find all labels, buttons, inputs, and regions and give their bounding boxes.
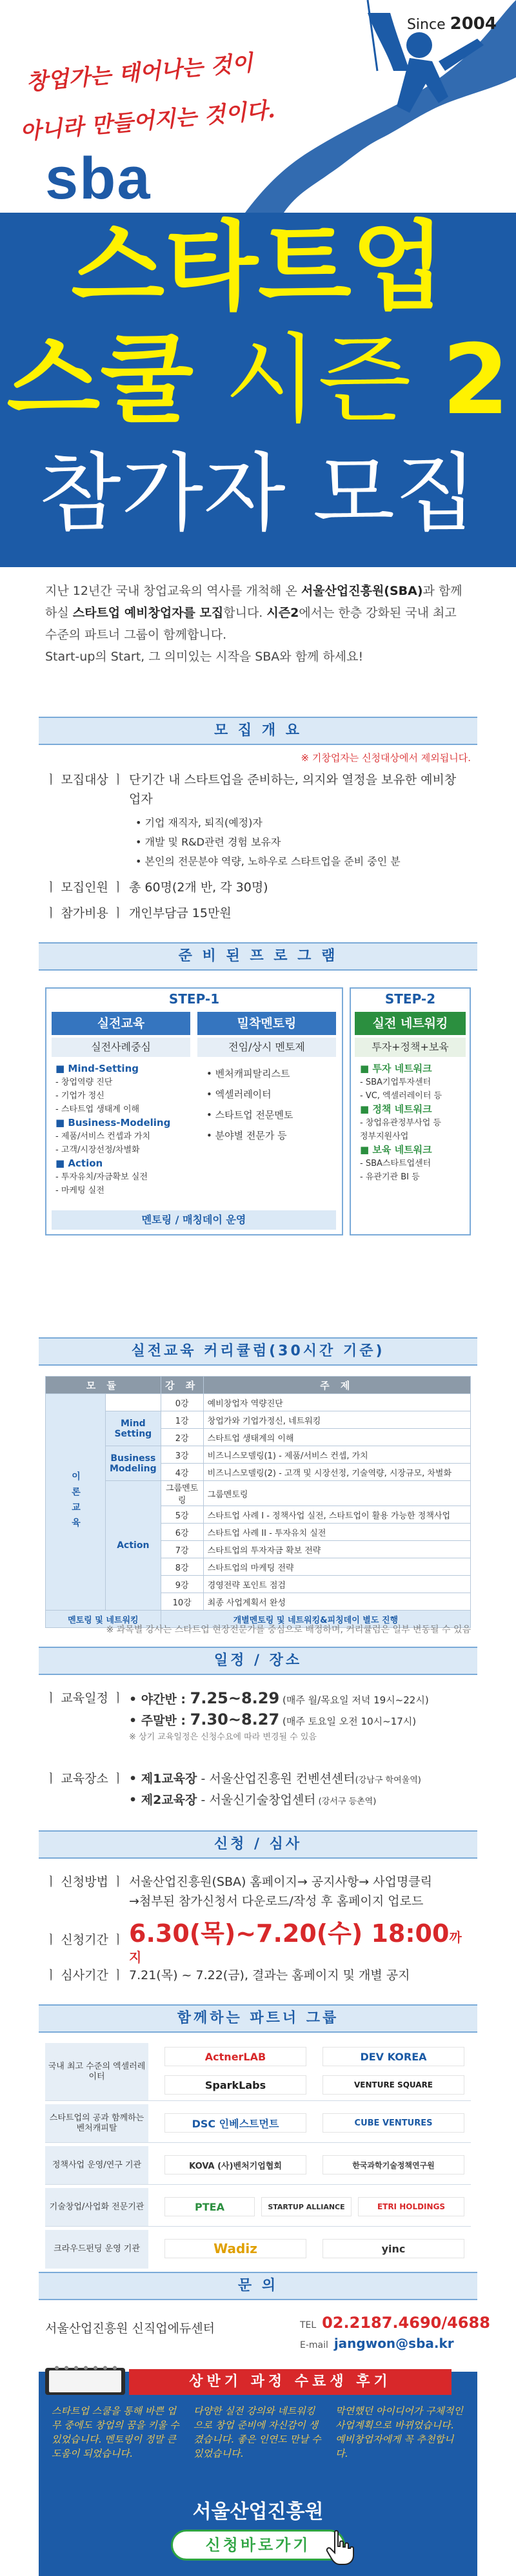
col2-head: 밀착멘토링 [197, 1012, 336, 1035]
slogan-line2: 아니라 만들어지는 것이다. [19, 97, 277, 146]
pointer-hand-icon [326, 2530, 355, 2566]
program-diagram [45, 980, 471, 1237]
list-item: - 스타트업 생태계 이해 [55, 1105, 140, 1114]
schedule-dates [129, 1689, 464, 1744]
review-row [45, 1966, 471, 1985]
partner-logo-dsc[interactable]: DSC 인베스트먼트 [164, 2113, 306, 2133]
title-line3: 참가자 모집 [39, 444, 477, 543]
partner-logo-stepi[interactable]: 한국과학기술정책연구원 [322, 2155, 464, 2174]
col2-sub: 전임/상시 멘토제 [197, 1038, 336, 1057]
slogan-line1: 창업가는 태어나는 것이 [25, 50, 254, 96]
apply-button[interactable]: 신청바로가기 [171, 2530, 345, 2561]
list-item: • 본인의 전문분야 역량, 노하우로 스타트업을 준비 중인 분 [135, 855, 401, 867]
review-comment-3: 막연했던 아이디어가 구체적인 사업계획으로 바뀌었습니다. 예비창업자에게 꼭 추천합니다. [335, 2405, 463, 2459]
contact-mail: E-mail jangwon@sba.kr [300, 2336, 454, 2351]
partner-category: 기술창업/사업화 전문기관 [45, 2188, 148, 2226]
partner-row-vc [45, 2104, 471, 2143]
schedule-header: 일정 / 장소 [39, 1647, 477, 1675]
table-header-row [46, 1377, 471, 1394]
table-row [46, 1481, 471, 1506]
level-cell: 8강 [161, 1558, 203, 1576]
col-lecture: 강 좌 [161, 1377, 203, 1394]
topic-cell: 창업가와 기업가정신, 네트워킹 [203, 1411, 470, 1429]
outline-header: 모 집 개 요 [39, 717, 477, 745]
module-cell: Action [106, 1481, 161, 1611]
hero-banner [0, 0, 516, 838]
list-item: ■ 투자 네트워크 [360, 1063, 432, 1074]
method-row [45, 1872, 471, 1911]
list-item: - SBA기업투자센터 [360, 1078, 432, 1087]
list-item: ■ Mind-Setting [55, 1063, 139, 1074]
topic-cell: 스타트업 사례 I - 정책사업 실전, 스타트업이 활용 가능한 정책사업 [203, 1506, 470, 1524]
level-cell: 그룹멘토링 [161, 1481, 203, 1506]
level-cell: 10강 [161, 1593, 203, 1611]
list-item: - 창업유관정부사업 등 [360, 1118, 441, 1128]
list-item: - 투자유치/자금확보 실전 [55, 1172, 148, 1182]
people-label: ㅣ 모집인원 ㅣ [45, 880, 124, 895]
level-cell: 4강 [161, 1464, 203, 1481]
place1: • 제1교육장 - 서울산업진흥원 컨벤션센터(강남구 학여울역) [129, 1772, 421, 1786]
target-row [45, 770, 471, 809]
notebook-icon [44, 2364, 128, 2397]
col3-head: 실전 네트워킹 [355, 1012, 466, 1035]
program-header: 준 비 된 프 로 그 램 [39, 942, 477, 971]
intro-tagline: Start-up의 Start, 그 의미있는 시작을 SBA와 함께 하세요! [45, 650, 364, 664]
curriculum-note: ※ 과목별 강사는 스타트업 현장전문가를 중심으로 배정하며, 커리큘럼은 일부 변동될 수 있음 [106, 1625, 471, 1635]
mentoring-detail-cell: 개별멘토링 및 네트워킹&피칭데이 별도 진행 [161, 1611, 470, 1628]
level-cell: 2강 [161, 1429, 203, 1446]
period-label: ㅣ 신청기간 ㅣ [45, 1933, 124, 1947]
method-line2: →첨부된 참가신청서 다운로드/작성 후 홈페이지 업로드 [129, 1894, 424, 1908]
method-line1: 서울산업진흥원(SBA) 홈페이지→ 공지사항→ 사업명클릭 [129, 1875, 432, 1889]
topic-cell: 스타트업 생태계의 이해 [203, 1429, 470, 1446]
method-label: ㅣ 신청방법 ㅣ [45, 1875, 124, 1889]
topic-cell: 예비창업자 역량진단 [203, 1394, 470, 1411]
partner-category: 스타트업의 공과 함께하는 벤처캐피탈 [45, 2104, 148, 2142]
list-item: • 분야별 전문가 등 [206, 1130, 287, 1141]
period-tail: 까지 [129, 1930, 462, 1965]
table-row [46, 1446, 471, 1464]
intro-text [45, 580, 471, 668]
list-item: • 벤처캐피탈리스트 [206, 1068, 290, 1080]
list-item: ■ Business-Modeling [55, 1117, 171, 1128]
people-row [45, 878, 471, 897]
partner-logo-wadiz[interactable]: Wadiz [164, 2239, 306, 2258]
list-item: • 엑셀러레이터 [206, 1089, 272, 1100]
target-items [135, 813, 471, 871]
partners-header: 함께하는 파트너 그룹 [39, 2004, 477, 2033]
category-cell: 이론교육 [46, 1394, 106, 1611]
curriculum-header: 실전교육 커리큘럼(30시간 기준) [39, 1337, 477, 1366]
table-row [46, 1411, 471, 1429]
list-item: - SBA스타트업센터 [360, 1159, 432, 1168]
partner-row-crowd [45, 2230, 471, 2269]
since-label: Since 2004 [406, 14, 497, 34]
col1-head: 실전교육 [52, 1012, 190, 1035]
partner-logo-sparklabs[interactable]: SparkLabs [164, 2075, 306, 2095]
weekend-class: • 주말반 : 7.30~8.27 (매주 토요일 오전 10시~17시) [129, 1710, 417, 1729]
fee-label: ㅣ 참가비용 ㅣ [45, 906, 124, 920]
list-item: • 스타트업 전문멘토 [206, 1109, 293, 1121]
review-comment-1: 스타트업 스쿨을 통해 바쁜 업무 중에도 창업의 꿈을 키울 수 있었습니다. 멘토링이 정말 큰 도움이 되었습니다. [52, 2405, 179, 2459]
module-cell: Mind Setting [106, 1411, 161, 1446]
partner-row-accelerator [45, 2043, 471, 2101]
level-cell: 9강 [161, 1576, 203, 1593]
partner-logo-venturesquare[interactable]: VENTURE SQUARE [322, 2075, 464, 2095]
intro-paragraph: 지난 12년간 국내 창업교육의 역사를 개척해 온 서울산업진흥원(SBA)과 함께하실 스타트업 예비창업자를 모집합니다. 시즌2에서는 한층 강화된 국내 최고 수준의 파트너 그룹이 함께합니다. [45, 584, 462, 642]
list-item: - VC, 엑셀러레이터 등 [360, 1091, 442, 1101]
partners-grid [45, 2043, 471, 2307]
module-cell: Business Modeling [106, 1446, 161, 1481]
partner-category: 크라우드펀딩 운영 기관 [45, 2230, 148, 2269]
list-item: - 제품/서비스 컨셉과 가치 [55, 1132, 151, 1141]
curriculum-table [45, 1376, 471, 1628]
schedule-places [129, 1769, 464, 1812]
period-value-wrap [129, 1919, 464, 1968]
partner-row-tech [45, 2188, 471, 2227]
topic-cell: 그룹멘토링 [203, 1481, 470, 1506]
partner-logo-cube[interactable]: CUBE VENTURES [322, 2113, 464, 2133]
partner-category: 국내 최고 수준의 엑셀러레이터 [45, 2043, 148, 2100]
module-cell [106, 1394, 161, 1411]
topic-cell: 비즈니스모델링(1) - 제품/서비스 컨셉, 가치 [203, 1446, 470, 1464]
review-label: ㅣ 심사기간 ㅣ [45, 1968, 124, 1982]
method-value [129, 1872, 464, 1911]
list-item: ■ Action [55, 1157, 103, 1169]
people-value: 총 60명(2개 반, 각 30명) [129, 880, 268, 895]
partner-row-policy [45, 2146, 471, 2185]
level-cell: 0강 [161, 1394, 203, 1411]
night-class: • 야간반 : 7.25~8.29 (매주 월/목요일 저녁 19시~22시) [129, 1689, 429, 1707]
list-item: - 기업가 정신 [55, 1091, 104, 1101]
topic-cell: 최종 사업계획서 완성 [203, 1593, 470, 1611]
partner-logo-etri[interactable]: ETRI HOLDINGS [358, 2197, 464, 2216]
mentor-bar: 멘토링 / 매칭데이 운영 [52, 1210, 336, 1230]
list-item: - 유관기관 BI 등 [360, 1172, 420, 1182]
list-item: - 마케팅 실전 [55, 1186, 104, 1196]
schedule-date-label: ㅣ 교육일정 ㅣ [45, 1691, 124, 1705]
list-item: • 개발 및 R&D관련 경험 보유자 [135, 836, 281, 848]
list-item: 정부지원사업 [360, 1132, 409, 1141]
schedule-place-row [45, 1769, 471, 1812]
period-row [45, 1919, 471, 1968]
list-item: • 기업 재직자, 퇴직(예정)자 [135, 817, 263, 829]
partner-logo-devkorea[interactable]: DEV KOREA [322, 2047, 464, 2066]
contact-header: 문 의 [39, 2272, 477, 2300]
contact-tel: TEL 02.2187.4690/4688 [300, 2314, 490, 2332]
topic-cell: 스타트업 사례 II - 투자유치 실전 [203, 1524, 470, 1541]
partner-logo-yinc[interactable]: yinc [322, 2239, 464, 2258]
col1-sub: 실전사례중심 [52, 1038, 190, 1057]
col-module: 모 듈 [46, 1377, 161, 1394]
level-cell: 5강 [161, 1506, 203, 1524]
list-item: ■ 보육 네트워크 [360, 1144, 432, 1156]
level-cell: 3강 [161, 1446, 203, 1464]
list-item: - 고객/시장선정/차별화 [55, 1145, 140, 1155]
partner-logo-ptea[interactable]: PTEA [164, 2197, 255, 2216]
review-comment-2: 다양한 실전 강의와 네트워킹으로 창업 준비에 자신감이 생겼습니다. 좋은 인연도 만날 수 있었습니다. [194, 2405, 321, 2459]
fee-row [45, 904, 471, 923]
title-line1: 스타트업 [71, 211, 445, 324]
step1-title: STEP-1 [168, 991, 220, 1007]
topic-cell: 비즈니스모델링(2) - 고객 및 시장선정, 기술역량, 시장규모, 차별화 [203, 1464, 470, 1481]
list-item: ■ 정책 네트워크 [360, 1103, 432, 1115]
col-topic: 주 제 [203, 1377, 470, 1394]
partner-logo-actnerlab[interactable]: ActnerLAB [164, 2047, 306, 2066]
topic-cell: 경영전략 포인트 점검 [203, 1576, 470, 1593]
fee-value: 개인부담금 15만원 [129, 906, 232, 920]
step2-title: STEP-2 [384, 991, 436, 1007]
schedule-sub-note: ※ 상기 교육일정은 신청수요에 따라 변경될 수 있음 [129, 1732, 317, 1742]
review-tab: 상반기 과정 수료생 후기 [129, 2369, 452, 2395]
partner-logo-startup-alliance[interactable]: STARTUP ALLIANCE [261, 2197, 352, 2216]
target-label: ㅣ 모집대상 ㅣ [45, 773, 124, 787]
level-cell: 1강 [161, 1411, 203, 1429]
col2-body [206, 1063, 335, 1146]
footer-org-name: 서울산업진흥원 [192, 2501, 324, 2523]
outline-note: ※ 기창업자는 신청대상에서 제외됩니다. [301, 752, 471, 764]
schedule-date-row [45, 1689, 471, 1744]
level-cell: 7강 [161, 1541, 203, 1558]
col3-body [360, 1062, 466, 1184]
mentoring-cell: 멘토링 및 네트워킹 [46, 1611, 161, 1628]
target-value: 단기간 내 스타트업을 준비하는, 의지와 열정을 보유한 예비창업자 [129, 773, 457, 806]
topic-cell: 스타트업의 마케팅 전략 [203, 1558, 470, 1576]
level-cell: 6강 [161, 1524, 203, 1541]
topic-cell: 스타트업의 투자자금 확보 전략 [203, 1541, 470, 1558]
review-value: 7.21(목) ~ 7.22(금), 결과는 홈페이지 및 개별 공지 [129, 1968, 410, 1982]
table-row [46, 1394, 471, 1411]
place2: • 제2교육장 - 서울신기술창업센터 (강서구 등촌역) [129, 1793, 377, 1807]
partner-logo-kova[interactable]: KOVA (사)벤처기업협회 [164, 2155, 306, 2174]
apply-header: 신청 / 심사 [39, 1830, 477, 1859]
list-item: - 창업역량 진단 [55, 1078, 113, 1087]
col3-sub: 투자+정책+보육 [355, 1038, 466, 1057]
period-value: 6.30(목)~7.20(수) 18:00 [129, 1919, 450, 1948]
col1-body [55, 1062, 191, 1197]
schedule-place-label: ㅣ 교육장소 ㅣ [45, 1772, 124, 1786]
partner-category: 정책사업 운영/연구 기관 [45, 2146, 148, 2184]
sba-logo: sba [45, 146, 152, 211]
contact-org: 서울산업진흥원 신직업에듀센터 [45, 2321, 215, 2336]
title-line2: 스쿨 시즌 2 [6, 324, 510, 436]
contact-block [45, 2314, 490, 2359]
